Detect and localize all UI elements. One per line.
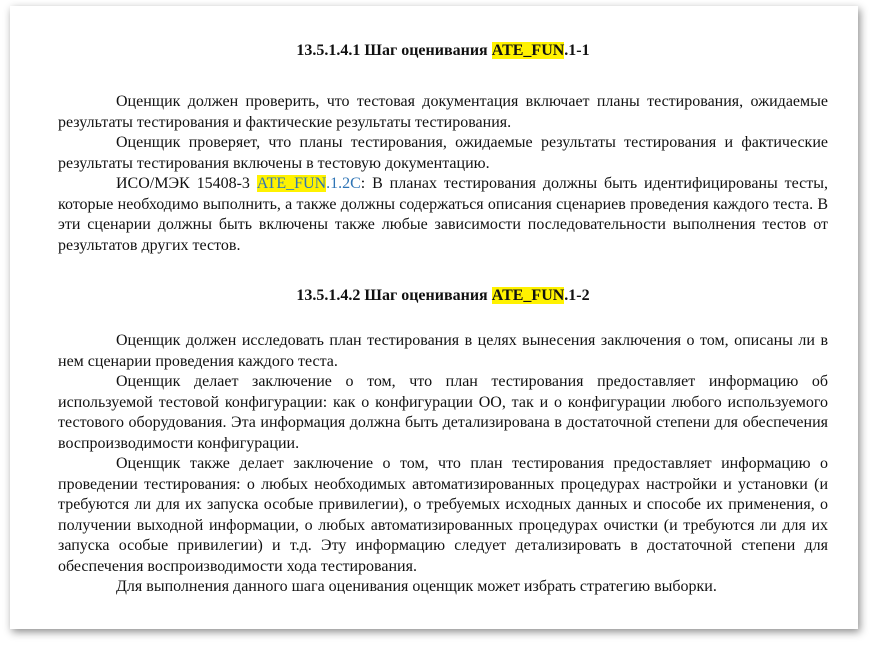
section-2-paragraph-4: Для выполнения данного шага оценивания оценщик может избрать стратегию выборки.: [116, 578, 717, 595]
component-reference-suffix: .1.2C: [326, 175, 361, 192]
heading-2-suffix: .1-2: [564, 287, 590, 304]
section-heading-2: [58, 286, 828, 306]
section-2-paragraph-2: Оценщик делает заключение о том, что план тестирования предоставляет информацию об используемой тестовой конфигурации: как о конфигурации ОО, так и о конфигурации любого используемого тестового оборудования. Эта информация должна быть детализирована в достаточной степени для обеспечения воспроизводимости конфигурации.: [58, 373, 828, 452]
heading-2-prefix: 13.5.1.4.2 Шаг оценивания: [296, 287, 492, 304]
standard-reference-prefix: ИСО/МЭК 15408-3: [116, 175, 257, 192]
section-1-paragraph-3: [58, 174, 828, 256]
document-page: [10, 6, 858, 629]
section-2-paragraph-1: Оценщик должен исследовать план тестирования в целях вынесения заключения о том, описаны ли в нем сценарии проведения каждого теста.: [58, 332, 828, 370]
section-heading-1: [58, 41, 828, 61]
heading-1-prefix: 13.5.1.4.1 Шаг оценивания: [296, 42, 492, 59]
section-1-body: [58, 92, 828, 256]
heading-2-highlight: ATE_FUN: [491, 287, 565, 304]
section-1-paragraph-1: Оценщик должен проверить, что тестовая документация включает планы тестирования, ожидаемые результаты тестирования и фактические результаты тестирования.: [58, 93, 828, 131]
section-1-paragraph-2: Оценщик проверяет, что планы тестирования, ожидаемые результаты тестирования и фактические результаты тестирования включены в тестовую документацию.: [58, 134, 828, 172]
component-reference-highlight: ATE_FUN: [256, 175, 327, 192]
heading-1-highlight: ATE_FUN: [491, 42, 565, 59]
section-2-body: [58, 331, 828, 598]
component-reference-link[interactable]: [257, 175, 361, 192]
heading-1-suffix: .1-1: [564, 42, 590, 59]
section-2-paragraph-3: Оценщик также делает заключение о том, что план тестирования предоставляет информацию о проведении тестирования: о любых необходимых автоматизированных процедурах настройки и установки (и требуются ли для их запуска особые привилегии), о требуемых исходных данных и способе их применения, о получении выходной информации, о любых автоматизированных процедурах очистки (и требуются ли для их запуска особые привилегии) и т.д. Эту информацию следует детализировать в достаточной степени для обеспечения воспроизводимости хода тестирования.: [58, 455, 828, 575]
section-1-paragraph-3-text: : В планах тестирования должны быть идентифицированы тесты, которые необходимо выполнить, а также должны содержаться описания сценариев проведения каждого теста. В эти сценарии должны быть включены также любые зависимости последовательности выполнения тестов от результатов других тестов.: [58, 175, 828, 254]
